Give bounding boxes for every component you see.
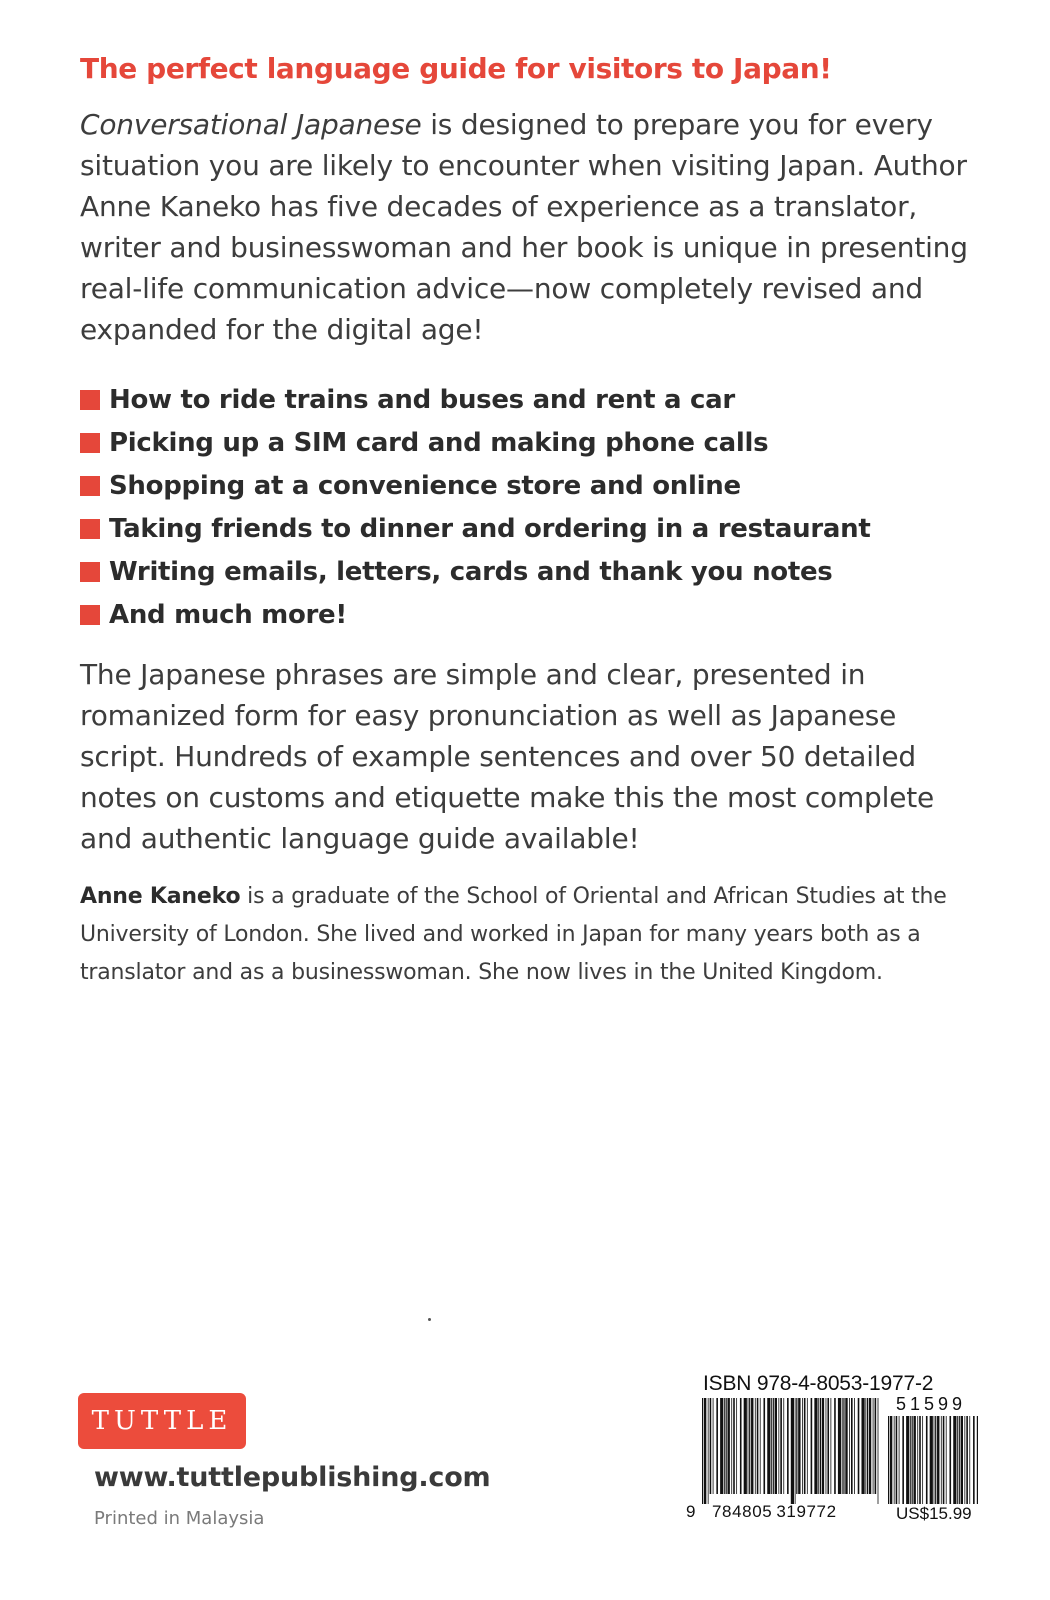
- description-paragraph: The Japanese phrases are simple and clear, presented in romanized form for easy pronunciation as well as Japanese script. Hundreds of example sentences and over 50 detailed notes on customs and etiquette make this the most complete and authentic language guide available!: [80, 658, 935, 855]
- printed-in: Printed in Malaysia: [94, 1508, 265, 1529]
- list-item: [80, 550, 870, 593]
- square-bullet-icon: [80, 476, 100, 496]
- square-bullet-icon: [80, 390, 100, 410]
- list-item: [80, 378, 870, 421]
- feature-list: [80, 378, 870, 636]
- tuttle-logo: [78, 1393, 246, 1449]
- barcode-first-digit: 9: [686, 1502, 696, 1521]
- author-name: Anne Kaneko: [80, 884, 241, 909]
- isbn-number: ISBN 978-4-8053-1977-2: [703, 1372, 934, 1395]
- list-item: [80, 464, 870, 507]
- author-bio: [80, 878, 960, 992]
- barcode-bars-icon: [702, 1398, 882, 1504]
- barcode-addon-digits: 51599: [896, 1394, 967, 1414]
- barcode-addon-bars-icon: [888, 1416, 978, 1504]
- intro-paragraph: [80, 104, 980, 350]
- intro-text: is designed to prepare you for every situation you are likely to encounter when visiting Japan. Author Anne Kaneko has five decades of experience as a translator, writer and businesswoman and her book is unique in presenting real-life communication advice—now completely revised and expanded for the digital age!: [80, 108, 968, 346]
- list-item: [80, 507, 870, 550]
- feature-text: And much more!: [109, 599, 347, 630]
- headline: The perfect language guide for visitors to Japan!: [80, 52, 832, 85]
- author-bio-text: is a graduate of the School of Oriental and African Studies at the University of London. She lived and worked in Japan for many years both as a translator and as a businesswoman. She now lives in the United Kingdom.: [80, 884, 947, 985]
- print-speck: [428, 1318, 431, 1321]
- square-bullet-icon: [80, 519, 100, 539]
- list-item: [80, 421, 870, 464]
- square-bullet-icon: [80, 433, 100, 453]
- feature-text: Shopping at a convenience store and online: [109, 470, 741, 501]
- square-bullet-icon: [80, 562, 100, 582]
- publisher-website: www.tuttlepublishing.com: [94, 1462, 491, 1493]
- feature-text: Writing emails, letters, cards and thank you notes: [109, 556, 833, 587]
- price: US$15.99: [896, 1504, 972, 1523]
- barcode-digits: 784805 319772: [712, 1502, 837, 1521]
- isbn-barcode: [686, 1372, 986, 1532]
- feature-text: Taking friends to dinner and ordering in a restaurant: [109, 513, 871, 544]
- book-title: Conversational Japanese: [80, 108, 422, 141]
- feature-text: Picking up a SIM card and making phone calls: [109, 427, 769, 458]
- square-bullet-icon: [80, 605, 100, 625]
- logo-text: TUTTLE: [91, 1406, 233, 1436]
- list-item: [80, 593, 870, 636]
- feature-text: How to ride trains and buses and rent a car: [109, 384, 735, 415]
